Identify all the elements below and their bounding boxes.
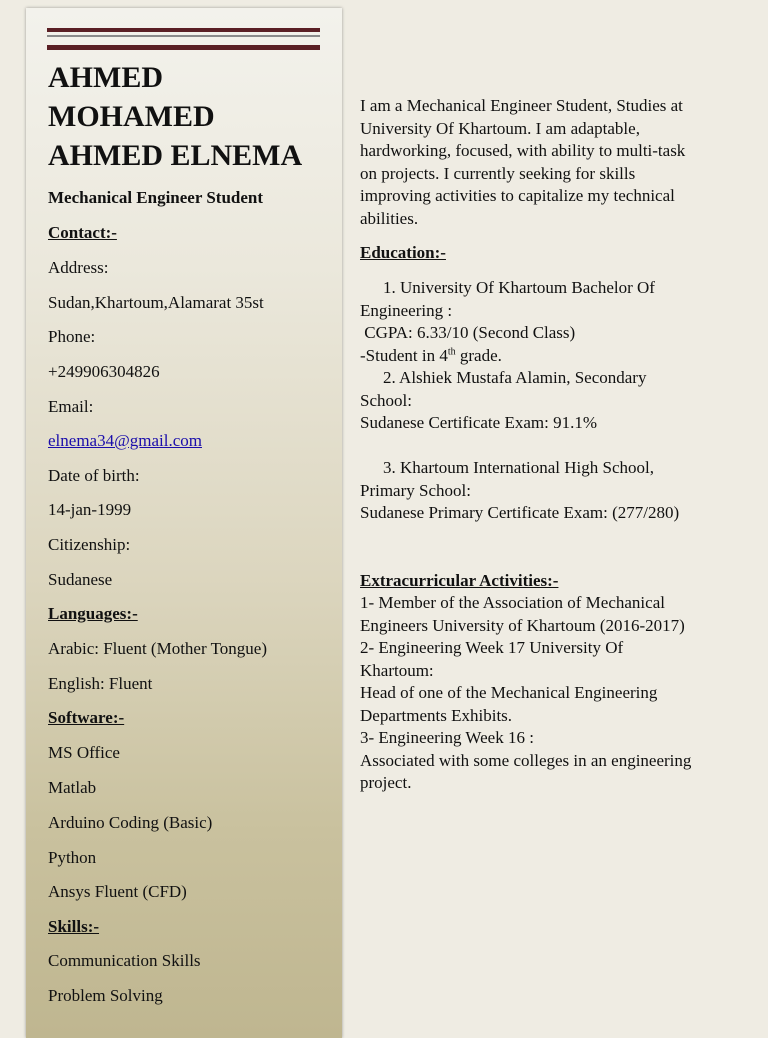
education-item-3-title: 3. Khartoum International High School, (383, 458, 655, 477)
grade-suffix: grade. (455, 345, 502, 365)
name-line-2: MOHAMED (48, 100, 215, 133)
activity-line: Associated with some colleges in an engineering (360, 750, 692, 770)
summary-line: University Of Khartoum. I am adaptable, (360, 118, 640, 138)
languages-heading: Languages:- (48, 604, 138, 623)
education-item-1-line: Engineering : (360, 300, 453, 320)
software-heading: Software:- (48, 708, 125, 727)
software-item: Python (48, 848, 97, 867)
grade-prefix: -Student in 4 (360, 345, 448, 365)
address-value: Sudan,Khartoum,Alamarat 35st (48, 293, 264, 312)
candidate-name (48, 58, 338, 175)
summary-line: hardworking, focused, with ability to multi-task (360, 141, 686, 160)
software-item: MS Office (48, 743, 120, 762)
education-heading: Education:- (360, 243, 446, 262)
skill-item: Problem Solving (48, 986, 163, 1005)
dob-label: Date of birth: (48, 466, 140, 485)
citizenship-label: Citizenship: (48, 535, 131, 554)
activity-line: Head of one of the Mechanical Engineering (360, 683, 658, 702)
education-item-2-line: School: (360, 390, 412, 410)
header-stripe-bottom (47, 45, 320, 50)
activity-line: project. (360, 773, 412, 792)
spacer (360, 435, 760, 458)
summary-line: improving activities to capitalize my technical (360, 186, 675, 205)
activity-line: 1- Member of the Association of Mechanical (360, 593, 665, 612)
summary-line: I am a Mechanical Engineer Student, Studies at (360, 96, 683, 115)
activities-heading: Extracurricular Activities:- (360, 571, 559, 590)
activity-line: 2- Engineering Week 17 University Of (360, 638, 624, 657)
education-item-2-exam: Sudanese Certificate Exam: 91.1% (360, 413, 597, 432)
activities-list (360, 592, 760, 795)
education-item-1-grade (360, 345, 760, 368)
skill-item: Communication Skills (48, 951, 201, 970)
education-item-3-exam: Sudanese Primary Certificate Exam: (277/280) (360, 503, 680, 522)
header-stripe-middle (47, 35, 320, 37)
email-label: Email: (48, 397, 94, 416)
skills-heading: Skills:- (48, 917, 100, 936)
activity-line: Khartoum: (360, 660, 434, 680)
name-line-3: AHMED ELNEMA (48, 139, 303, 172)
header-stripe-top (47, 28, 320, 32)
language-item: English: Fluent (48, 674, 153, 693)
email-link[interactable]: elnema34@gmail.com (48, 431, 202, 450)
address-label: Address: (48, 258, 109, 277)
dob-value: 14-jan-1999 (48, 500, 132, 519)
education-item-1-gpa: CGPA: 6.33/10 (Second Class) (360, 323, 576, 342)
education-item-2-title: 2. Alshiek Mustafa Alamin, Secondary (383, 368, 647, 387)
summary-paragraph (360, 95, 760, 230)
grade-ordinal: th (447, 345, 456, 357)
phone-label: Phone: (48, 327, 96, 346)
education-list (360, 277, 760, 525)
language-item: Arabic: Fluent (Mother Tongue) (48, 639, 267, 658)
summary-line: abilities. (360, 208, 419, 228)
phone-value: +249906304826 (48, 362, 160, 381)
contact-heading: Contact:- (48, 223, 117, 242)
education-item-1-title: 1. University Of Khartoum Bachelor Of (383, 278, 655, 297)
software-item: Matlab (48, 778, 97, 797)
education-item-3-line: Primary School: (360, 480, 471, 500)
sidebar-panel (26, 8, 342, 1038)
activity-line: 3- Engineering Week 16 : (360, 728, 534, 747)
activity-line: Departments Exhibits. (360, 705, 513, 725)
activity-line: Engineers University of Khartoum (2016-2017) (360, 615, 685, 635)
role-title: Mechanical Engineer Student (48, 188, 264, 207)
summary-line: on projects. I currently seeking for skills (360, 163, 636, 183)
name-line-1: AHMED (48, 61, 163, 94)
citizenship-value: Sudanese (48, 570, 113, 589)
software-item: Ansys Fluent (CFD) (48, 882, 187, 901)
software-item: Arduino Coding (Basic) (48, 813, 213, 832)
